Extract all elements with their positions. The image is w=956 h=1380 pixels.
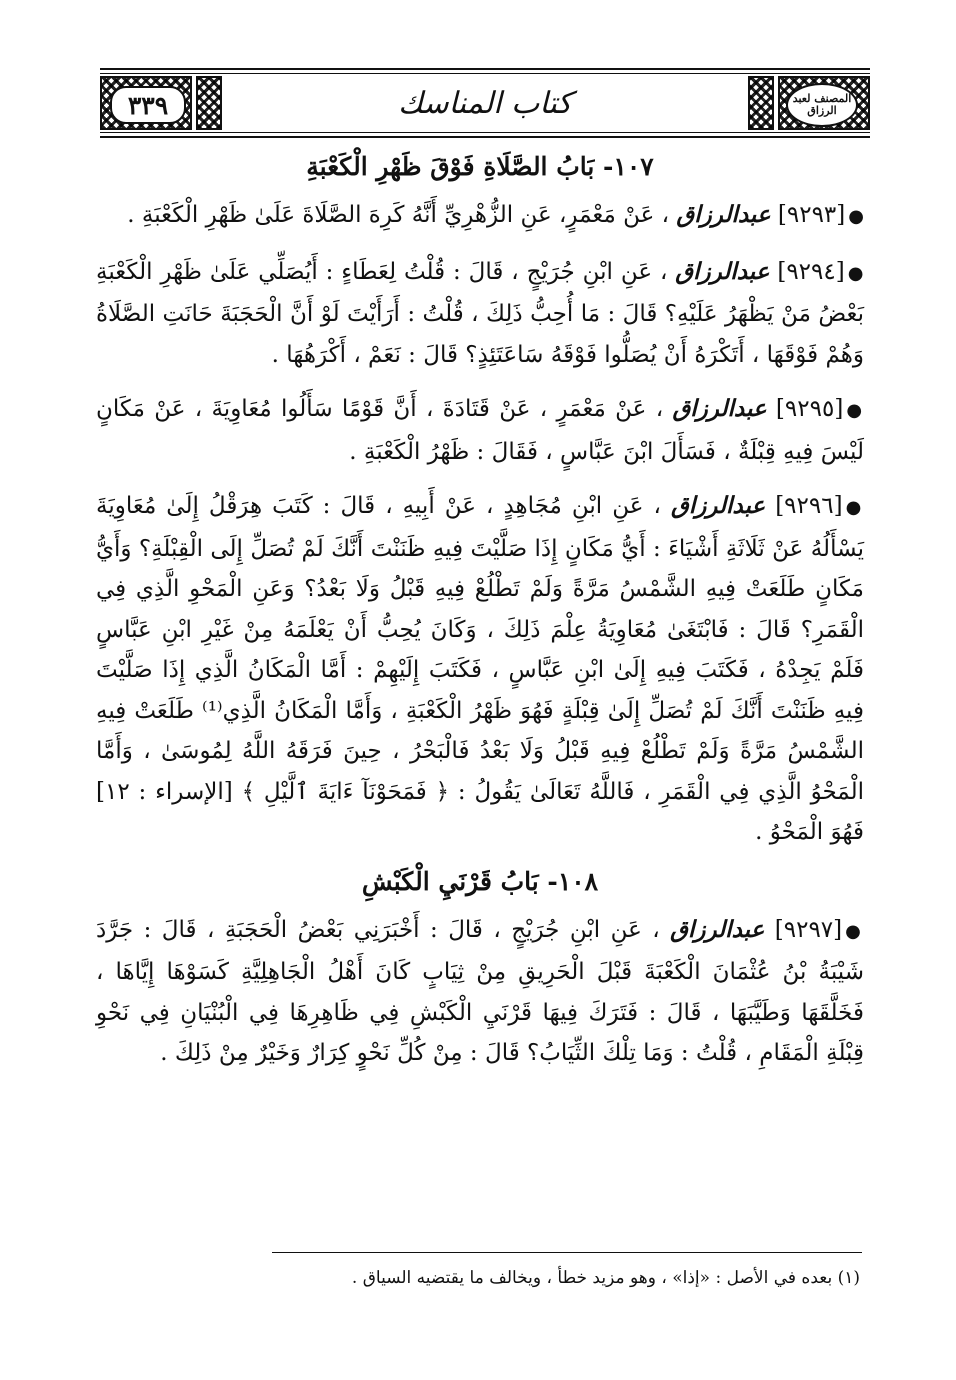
hadith-text: ، عَنِ ابْنِ جُرَيْجٍ ، قَالَ : قُلْتُ لِعَطَاءٍ : أَيُصَلِّي عَلَىٰ ظَهْرِ الْكَعْبَةِ بَعْضُ مَنْ يَظْهَرُ عَلَيْهِ؟ قَالَ : مَا أُحِبُّ ذَلِكَ ، قُلْتُ : أَرَأَيْتَ لَوْ أَنَّ الْحَجَبَةَ حَانَتِ الصَّلَاةُ وَهُمْ فَوْقَهَا ، أَتَكْرَهُ أَنْ يُصَلُّوا فَوْقَهُ سَاعَتَئِذٍ؟ قَالَ : نَعَمْ ، أَكْرَهُهَا . <box>96 258 864 368</box>
footnote-divider <box>272 1252 862 1253</box>
ornament-inner-left <box>196 76 222 130</box>
hadith-number: [٩٢٩٤] <box>777 258 845 285</box>
hadith-text: ، عَنْ مَعْمَرٍ، عَنِ الزُّهْرِيِّ أَنَّهُ كَرِهَ الصَّلَاةَ عَلَىٰ ظَهْرِ الْكَعْبَةِ . <box>127 202 670 228</box>
bullet-icon: ● <box>845 497 865 518</box>
hadith-number: [٩٢٩٣] <box>777 202 846 228</box>
narrator-name: عبدالرزاق <box>675 257 770 285</box>
running-header <box>100 68 870 138</box>
footnote: (١) بعده في الأصل : «إذا» ، وهو مزيد خطأ ، ويخالف ما يقتضيه السياق . <box>351 1268 860 1288</box>
page-number: ٣٣٩ <box>110 86 186 124</box>
book-title: كتاب المناسك <box>398 85 572 121</box>
bullet-icon: ● <box>847 262 865 284</box>
hadith-entry <box>96 195 864 238</box>
chapter-title: ١٠٨- بَابُ قَرْنَيِ الْكَبْشِ <box>361 866 599 896</box>
bullet-icon: ● <box>848 206 864 227</box>
hadith-text: ، عَنِ ابْنِ مُجَاهِدٍ ، عَنْ أَبِيهِ ، قَالَ : كَتَبَ هِرَقْلُ إِلَىٰ مُعَاوِيَةَ يَسْأَلُهُ عَنْ ثَلَاثَةِ أَشْيَاءَ : أَيُّ مَكَانٍ إِذَا صَلَّيْتَ فِيهِ ظَنَنْتَ أَنَّكَ لَمْ تُصَلِّ إِلَى الْقِبْلَةِ؟ وَأَيُّ مَكَانٍ طَلَعَتْ فِيهِ الشَّمْسُ مَرَّةً وَلَمْ تَطْلُعْ فِيهِ قَبْلُ وَلَا بَعْدُ؟ وَعَنِ الْمَحْوِ الَّذِي فِي الْقَمَرِ؟ قَالَ : فَابْتَغَىٰ مُعَاوِيَةُ عِلْمَ ذَلِكَ ، وَكَانَ يُحِبُّ أَنْ يَعْلَمَهُ مِنْ غَيْرِ ابْنِ عَبَّاسٍ فَلَمْ يَجِدْهُ ، فَكَتَبَ فِيهِ إِلَىٰ ابْنِ عَبَّاسٍ ، فَكَتَبَ إِلَيْهِمْ : أَمَّا الْمَكَانُ الَّذِي إِذَا صَلَّيْتَ فِيهِ ظَنَنْتَ أَنَّكَ لَمْ تُصَلِّ إِلَىٰ قِبْلَةٍ فَهُوَ ظَهْرُ الْكَعْبَةِ ، وَأَمَّا الْمَكَانُ الَّذِي⁽¹⁾ طَلَعَتْ فِيهِ الشَّمْسُ مَرَّةً وَلَمْ تَطْلُعْ فِيهِ قَبْلُ وَلَا بَعْدُ فَالْبَحْرُ ، حِينَ فَرَقَهُ اللَّهُ لِمُوسَىٰ ، وَأَمَّا الْمَحْوُ الَّذِي فِي الْقَمَرِ ، فَاللَّهُ تَعَالَىٰ يَقُولُ : ﴿ فَمَحَوْنَآ ءَايَةَ ٱلَّيْلِ ﴾ [الإسراء : ١٢] فَهُوَ الْمَحْوُ . <box>96 493 864 845</box>
hadith-number: [٩٢٩٧] <box>774 916 843 943</box>
hadith-entry <box>96 486 864 853</box>
header-rule <box>100 132 870 133</box>
narrator-name: عبدالرزاق <box>670 915 765 943</box>
narrator-name: عبدالرزاق <box>676 201 771 228</box>
hadith-number: [٩٢٩٦] <box>775 493 843 519</box>
ornament-inner-right <box>748 76 774 130</box>
hadith-entry <box>96 252 864 376</box>
hadith-text: ، عَنِ ابْنِ جُرَيْجٍ ، قَالَ : أَخْبَرَنِي بَعْضُ الْحَجَبَةِ ، قَالَ : جَرَّدَ شَيْبَةُ بْنُ عُثْمَانَ الْكَعْبَةَ قَبْلَ الْحَرِيقِ مِنْ ثِيَابٍ كَانَ أَهْلُ الْجَاهِلِيَّةِ كَسَوْهَا إِيَّاهَا ، فَخَلَّقَهَا وَطَيَّبَهَا ، قَالَ : فَتَرَكَ فِيهَا قَرْنَيِ الْكَبْشِ فِي ظَاهِرِهَا فِي الْبُنْيَانِ فِي نَحْوِ قِبْلَةِ الْمَقَامِ ، قُلْتُ : وَمَا تِلْكَ الثِّيَابُ؟ قَالَ : مِنْ كُلِّ نَحْوٍ كِرَارٌ وَخَيْرٌ مِنْ ذَلِكَ . <box>96 916 864 1066</box>
header-rule <box>100 73 870 74</box>
header-rule <box>100 68 870 70</box>
hadith-entry <box>96 389 864 472</box>
bullet-icon: ● <box>845 920 864 942</box>
hadith-entry <box>96 910 864 1074</box>
book-logo: المصنف لعبد الرزاق <box>786 83 858 127</box>
hadith-text: ، عَنْ مَعْمَرٍ ، عَنْ قَتَادَةَ ، أَنَّ قَوْمًا سَأَلُوا مُعَاوِيَةَ ، عَنْ مَكَانٍ لَيْسَ فِيهِ قِبْلَةٌ ، فَسَأَلَ ابْنَ عَبَّاسٍ ، فَقَالَ : ظَهْرُ الْكَعْبَةِ . <box>96 396 864 465</box>
narrator-name: عبدالرزاق <box>672 395 767 422</box>
narrator-name: عبدالرزاق <box>670 492 766 519</box>
chapter-title: ١٠٧- بَابُ الصَّلَاةِ فَوْقَ ظَهْرِ الْكَعْبَةِ <box>306 152 654 181</box>
header-rule <box>100 136 870 138</box>
page-body <box>96 150 864 1088</box>
hadith-number: [٩٢٩٥] <box>775 396 844 422</box>
bullet-icon: ● <box>846 400 865 421</box>
